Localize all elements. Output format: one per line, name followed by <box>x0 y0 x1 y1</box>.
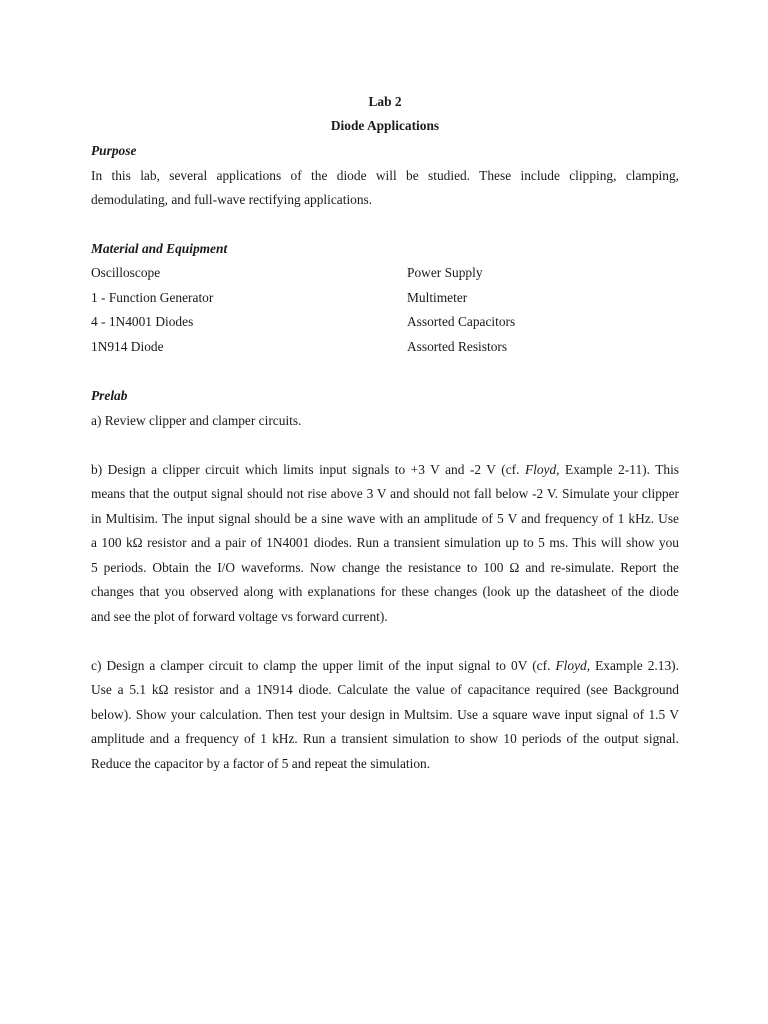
material-item: 4 - 1N4001 Diodes <box>91 314 194 329</box>
prelab-item-b-line: b) Design a clipper circuit which limits input signals to +3 V and -2 V (cf. Floyd, Example 2-11). This <box>91 462 679 477</box>
material-item: Oscilloscope <box>91 265 161 280</box>
prelab-item-c-line: below). Show your calculation. Then test your design in Multsim. Use a square wave input signal of 1.5 V <box>91 707 679 722</box>
material-item: 1N914 Diode <box>91 339 164 354</box>
material-item: Power Supply <box>407 265 483 280</box>
prelab-item-a: a) Review clipper and clamper circuits. <box>91 413 302 428</box>
prelab-item-b-line: means that the output signal should not rise above 3 V and should not fall below -2 V. Simulate your clipper <box>91 486 679 501</box>
material-item: Multimeter <box>407 290 468 305</box>
material-item: Assorted Resistors <box>407 339 508 354</box>
prelab-item-b-line: changes that you observed along with explanations for these changes (look up the datasheet of the diode <box>91 584 679 599</box>
prelab-heading: Prelab <box>91 388 128 403</box>
prelab-item-c-line: c) Design a clamper circuit to clamp the upper limit of the input signal to 0V (cf. Floyd, Example 2.13). <box>91 658 679 673</box>
prelab-item-b-line: a 100 kΩ resistor and a pair of 1N4001 diodes. Run a transient simulation up to 5 ms. This will show you <box>91 535 679 550</box>
prelab-item-b-line: 5 periods. Obtain the I/O waveforms. Now change the resistance to 100 Ω and re-simulate. Report the <box>91 560 679 575</box>
prelab-item-b-line: and see the plot of forward voltage vs forward current). <box>91 609 388 624</box>
prelab-item-c-line: Reduce the capacitor by a factor of 5 and repeat the simulation. <box>91 756 431 771</box>
material-item: Assorted Capacitors <box>407 314 516 329</box>
prelab-item-c-line: Use a 5.1 kΩ resistor and a 1N914 diode. Calculate the value of capacitance required (see Background <box>91 682 679 697</box>
purpose-line-1: In this lab, several applications of the diode will be studied. These include clipping, clamping, <box>91 168 679 183</box>
material-item: 1 - Function Generator <box>91 290 214 305</box>
lab-title: Lab 2 <box>368 94 402 109</box>
prelab-item-b-line: in Multisim. The input signal should be a sine wave with an amplitude of 5 V and frequency of 1 kHz. Use <box>91 511 679 526</box>
purpose-line-2: demodulating, and full-wave rectifying applications. <box>91 192 373 207</box>
materials-heading: Material and Equipment <box>91 241 228 256</box>
lab-subtitle: Diode Applications <box>330 118 440 133</box>
prelab-item-c-line: amplitude and a frequency of 1 kHz. Run a transient simulation to show 10 periods of the output signal. <box>91 731 679 746</box>
purpose-heading: Purpose <box>91 143 137 158</box>
